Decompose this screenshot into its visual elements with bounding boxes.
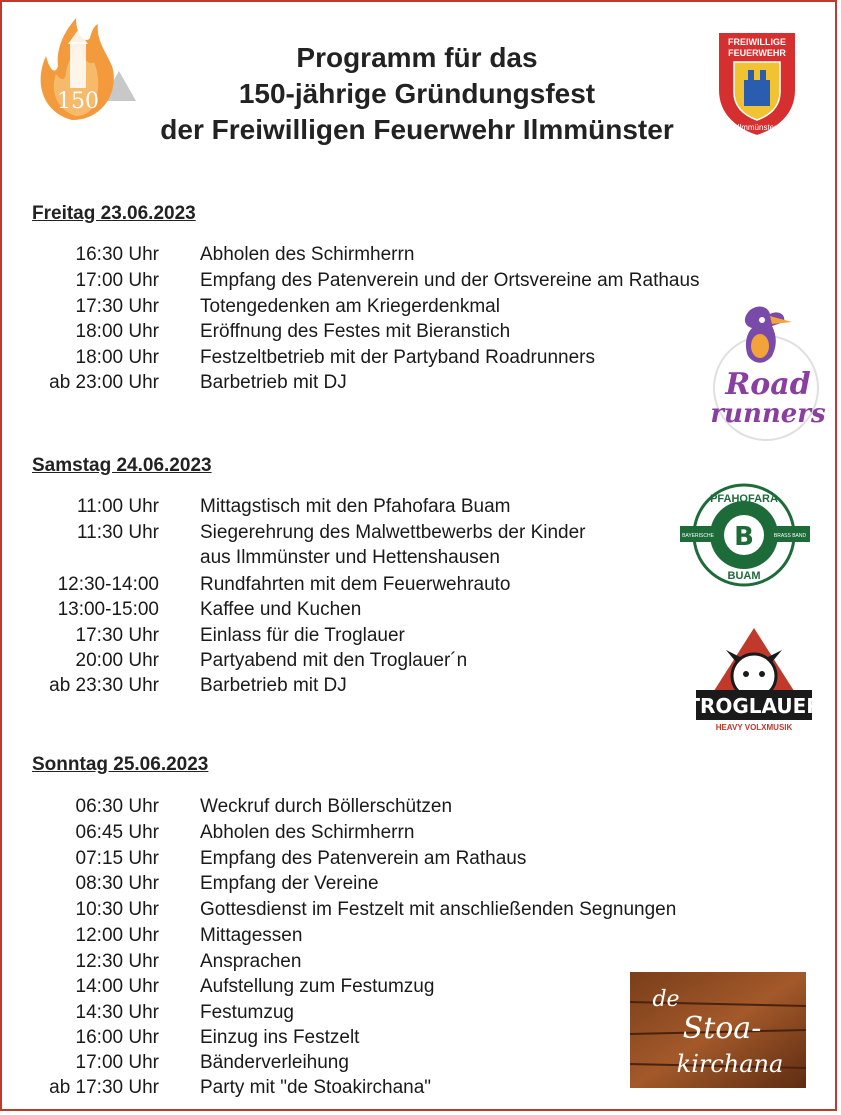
- schedule-time: 11:00 Uhr: [76, 496, 159, 517]
- schedule-time: 07:15 Uhr: [75, 848, 159, 869]
- troglauer-name: TROGLAUER: [692, 694, 816, 718]
- schedule-desc: Aufstellung zum Festumzug: [200, 976, 435, 997]
- schedule-time: 20:00 Uhr: [75, 650, 159, 671]
- crest-text-mid: FEUERWEHR: [728, 48, 786, 58]
- schedule-desc: Mittagessen: [200, 925, 303, 946]
- schedule-desc: Partyabend mit den Troglauer´n: [200, 650, 468, 671]
- pfahofara-left-banner: BAYERISCHE: [682, 533, 714, 539]
- schedule-row: [2, 796, 837, 822]
- schedule-desc: Einlass für die Troglauer: [200, 625, 405, 646]
- schedule-desc: aus Ilmmünster und Hettenshausen: [200, 547, 500, 568]
- pfahofara-bottom-text: BUAM: [727, 570, 761, 582]
- schedule-desc: Barbetrieb mit DJ: [200, 372, 347, 393]
- schedule-time: 13:00-15:00: [57, 599, 159, 620]
- schedule-desc: Weckruf durch Böllerschützen: [200, 796, 453, 817]
- roadrunners-line-2: runners: [710, 399, 826, 429]
- crest-text-bottom: Ilmmünster: [737, 123, 777, 132]
- schedule-row: [2, 976, 837, 1002]
- schedule-time: 17:00 Uhr: [75, 270, 159, 291]
- schedule-time: 12:30-14:00: [57, 574, 159, 595]
- schedule-time: 16:00 Uhr: [75, 1027, 159, 1048]
- schedule-row: [2, 1002, 837, 1028]
- schedule-row: [2, 899, 837, 925]
- schedule-desc: Totengedenken am Kriegerdenkmal: [200, 296, 500, 317]
- schedule-row: [2, 925, 837, 951]
- schedule-row: [2, 1077, 837, 1103]
- schedule-row: [2, 547, 837, 573]
- schedule-desc: Empfang des Patenverein und der Ortsvereine am Rathaus: [200, 270, 700, 291]
- schedule-time: 11:30 Uhr: [76, 522, 159, 543]
- schedule-row: [2, 522, 837, 548]
- schedule-desc: Party mit "de Stoakirchana": [200, 1077, 432, 1098]
- schedule-time: 14:30 Uhr: [75, 1002, 159, 1023]
- schedule-row: [2, 1052, 837, 1078]
- schedule-time: 18:00 Uhr: [75, 347, 159, 368]
- schedule-row: [2, 1027, 837, 1053]
- schedule-desc: Kaffee und Kuchen: [200, 599, 362, 620]
- day-heading-sunday: Sonntag 25.06.2023: [32, 754, 209, 775]
- schedule-row: [2, 270, 837, 296]
- schedule-desc: Eröffnung des Festes mit Bieranstich: [200, 321, 511, 342]
- stoakirchana-line-1: de: [652, 987, 680, 1012]
- title-line-2: 150-jährige Gründungsfest: [238, 78, 596, 109]
- troglauer-sub: HEAVY VOLXMUSIK: [715, 723, 793, 732]
- crest-text-top: FREIWILLIGE: [728, 37, 786, 47]
- page-title: [102, 40, 732, 148]
- schedule-row: [2, 951, 837, 977]
- schedule-time: 06:30 Uhr: [75, 796, 159, 817]
- schedule-row: [2, 650, 837, 676]
- schedule-time: 10:30 Uhr: [75, 899, 159, 920]
- schedule-row: [2, 372, 837, 398]
- schedule-time: 17:00 Uhr: [75, 1052, 159, 1073]
- schedule-time: ab 17:30 Uhr: [49, 1077, 159, 1098]
- schedule-row: [2, 347, 837, 373]
- schedule-row: [2, 822, 837, 848]
- schedule-time: 18:00 Uhr: [75, 321, 159, 342]
- schedule-desc: Einzug ins Festzelt: [200, 1027, 360, 1048]
- stoakirchana-line-3: kirchana: [676, 1050, 784, 1078]
- schedule-desc: Abholen des Schirmherrn: [200, 822, 415, 843]
- day-heading-friday: Freitag 23.06.2023: [32, 203, 196, 224]
- title-line-3: der Freiwilligen Feuerwehr Ilmmünster: [160, 114, 674, 145]
- schedule-desc: Empfang der Vereine: [200, 873, 379, 894]
- schedule-desc: Festumzug: [200, 1002, 294, 1023]
- schedule-row: [2, 873, 837, 899]
- schedule-row: [2, 848, 837, 874]
- schedule-desc: Abholen des Schirmherrn: [200, 244, 415, 265]
- schedule-time: 12:00 Uhr: [75, 925, 159, 946]
- schedule-row: [2, 496, 837, 522]
- schedule-time: ab 23:00 Uhr: [49, 372, 159, 393]
- schedule-desc: Ansprachen: [200, 951, 302, 972]
- schedule-desc: Bänderverleihung: [200, 1052, 349, 1073]
- pfahofara-top-text: PFAHOFARA: [710, 493, 778, 505]
- schedule-time: 17:30 Uhr: [75, 625, 159, 646]
- schedule-desc: Mittagstisch mit den Pfahofara Buam: [200, 496, 511, 517]
- schedule-time: 17:30 Uhr: [75, 296, 159, 317]
- svg-text:B: B: [734, 522, 754, 552]
- schedule-desc: Gottesdienst im Festzelt mit anschließenden Segnungen: [200, 899, 677, 920]
- schedule-time: 06:45 Uhr: [75, 822, 159, 843]
- schedule-row: [2, 625, 837, 651]
- schedule-row: [2, 675, 837, 701]
- schedule-time: ab 23:30 Uhr: [49, 675, 159, 696]
- schedule-row: [2, 574, 837, 600]
- schedule-time: 12:30 Uhr: [75, 951, 159, 972]
- schedule-row: [2, 599, 837, 625]
- day-heading-saturday: Samstag 24.06.2023: [32, 455, 212, 476]
- pfahofara-right-banner: BRASS BAND: [773, 533, 807, 539]
- schedule-time: 14:00 Uhr: [75, 976, 159, 997]
- fire-brigade-crest-icon: [714, 30, 800, 138]
- schedule-row: [2, 321, 837, 347]
- schedule-desc: Siegerehrung des Malwettbewerbs der Kinder: [200, 522, 586, 543]
- schedule-row: [2, 244, 837, 270]
- stoakirchana-line-2: Stoa-: [682, 1011, 762, 1046]
- schedule-desc: Festzeltbetrieb mit der Partyband Roadrunners: [200, 347, 595, 368]
- schedule-time: 08:30 Uhr: [75, 873, 159, 894]
- logo-150-text: 150: [57, 89, 99, 114]
- schedule-row: [2, 296, 837, 322]
- roadrunners-line-1: Road: [725, 367, 811, 402]
- title-line-1: Programm für das: [296, 42, 538, 73]
- schedule-desc: Barbetrieb mit DJ: [200, 675, 347, 696]
- schedule-desc: Empfang des Patenverein am Rathaus: [200, 848, 527, 869]
- schedule-desc: Rundfahrten mit dem Feuerwehrauto: [200, 574, 511, 595]
- schedule-time: 16:30 Uhr: [75, 244, 159, 265]
